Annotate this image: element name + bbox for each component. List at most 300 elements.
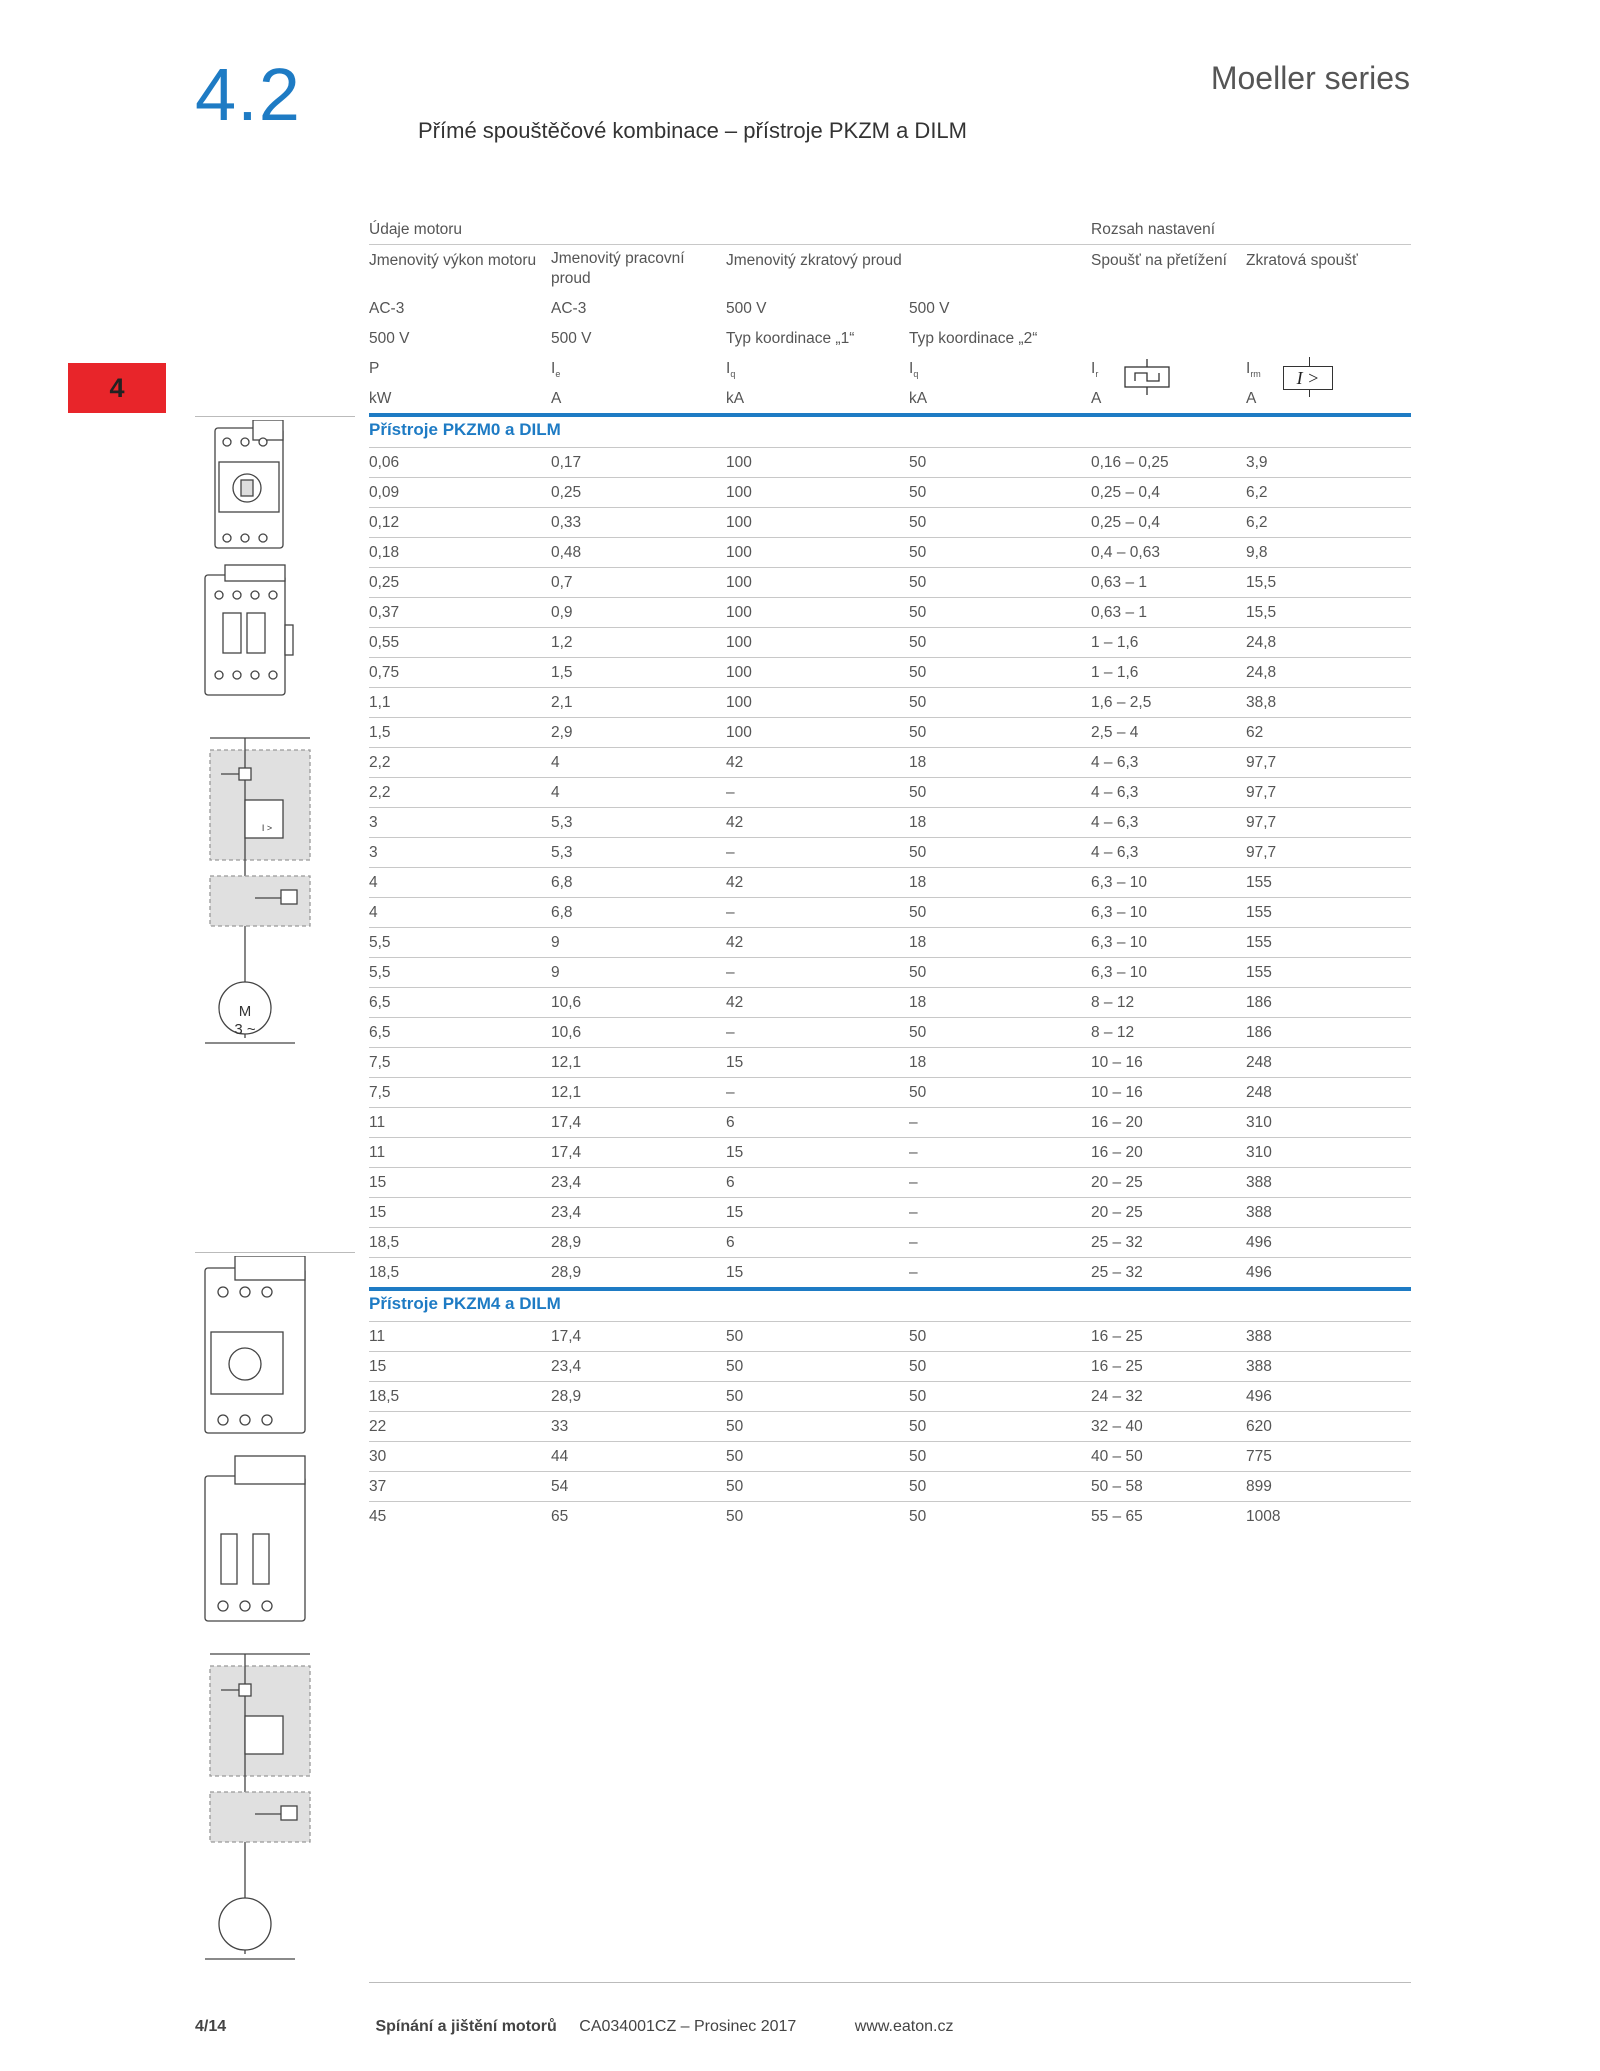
table-cell: 50 <box>909 664 927 681</box>
table-row-symbols <box>369 353 1411 388</box>
table-cell: 7,5 <box>369 1084 391 1101</box>
table-cell: 37 <box>369 1478 387 1495</box>
pkzm0-product-images <box>195 420 355 1220</box>
footer-web-link[interactable]: www.eaton.cz <box>854 2018 954 2035</box>
col-title-current: Jmenovitý pracovní proud <box>551 250 685 287</box>
table-cell: 10,6 <box>551 1024 582 1041</box>
unit-cell: kA <box>909 390 928 407</box>
pkzm4-breaker-icon <box>205 1256 305 1433</box>
unit-cell: A <box>1091 390 1102 407</box>
table-cell: 18,5 <box>369 1388 400 1405</box>
table-cell: 40 – 50 <box>1091 1448 1143 1465</box>
table-cell: 42 <box>726 754 744 771</box>
table-cell: 1008 <box>1246 1508 1281 1525</box>
table-cell: 42 <box>726 994 744 1011</box>
table-cell: 18 <box>909 814 927 831</box>
table-cell: 1,5 <box>551 664 573 681</box>
table-cell: 100 <box>726 724 752 741</box>
table-row <box>369 657 1411 687</box>
table-cell: 50 <box>909 604 927 621</box>
table-cell: – <box>909 1144 918 1161</box>
table-cell: 6,2 <box>1246 514 1268 531</box>
table-cell: 3,9 <box>1246 454 1268 471</box>
table-cell: 23,4 <box>551 1358 582 1375</box>
table-cell: 32 – 40 <box>1091 1418 1143 1435</box>
sym-base: I <box>1246 360 1251 377</box>
table-cell: 10 – 16 <box>1091 1054 1143 1071</box>
table-cell: 1 – 1,6 <box>1091 634 1139 651</box>
table-cell: 6,5 <box>369 1024 391 1041</box>
table-row <box>369 687 1411 717</box>
table-cell: 54 <box>551 1478 569 1495</box>
table-cell: 18,5 <box>369 1234 400 1251</box>
table-cell: 42 <box>726 874 744 891</box>
table-cell: 0,9 <box>551 604 573 621</box>
sym-base: I <box>1091 360 1096 377</box>
table-cell: 24,8 <box>1246 634 1277 651</box>
table-row <box>369 1351 1411 1381</box>
table-cell: 50 <box>909 574 927 591</box>
table-cell: 2,2 <box>369 754 391 771</box>
table-cell: 0,75 <box>369 664 400 681</box>
table-cell: 18 <box>909 754 927 771</box>
table-row <box>369 897 1411 927</box>
table-cell: 25 – 32 <box>1091 1264 1143 1281</box>
table-cell: 16 – 20 <box>1091 1144 1143 1161</box>
table-cell: – <box>726 1084 735 1101</box>
pkzm0-breaker-icon <box>215 420 283 548</box>
table-cell: 44 <box>551 1448 569 1465</box>
table-cell: 0,06 <box>369 454 400 471</box>
table-cell: 100 <box>726 514 752 531</box>
table-cell: 388 <box>1246 1204 1272 1221</box>
table-cell: 310 <box>1246 1114 1272 1131</box>
table-cell: 50 <box>909 694 927 711</box>
table-row <box>369 1137 1411 1167</box>
series-title: Moeller series <box>1210 60 1410 96</box>
table-cell: – <box>726 784 735 801</box>
sym-sub: rm <box>1250 369 1261 380</box>
table-cell: 97,7 <box>1246 844 1277 861</box>
table-cell: 50 <box>726 1418 744 1435</box>
table-cell: 388 <box>1246 1358 1272 1375</box>
table-cell: 6,8 <box>551 874 573 891</box>
table-row <box>369 597 1411 627</box>
sidebar-rule <box>195 416 355 417</box>
table-cell: 5,5 <box>369 934 391 951</box>
table-cell: 0,25 <box>551 484 582 501</box>
table-cell: 100 <box>726 664 752 681</box>
table-cell: 16 – 25 <box>1091 1328 1143 1345</box>
table-cell: 28,9 <box>551 1234 582 1251</box>
footer-section: Spínání a jištění motorů <box>375 2018 557 2035</box>
sidebar-rule <box>195 1252 355 1253</box>
motor-label: M <box>238 1003 252 1020</box>
table-cell: 15 <box>369 1174 387 1191</box>
table-cell: 50 <box>726 1388 744 1405</box>
volt-cell: Typ koordinace „2“ <box>909 330 1038 347</box>
section-header <box>369 1287 1411 1321</box>
sym-base: I <box>551 360 556 377</box>
table-cell: 2,5 – 4 <box>1091 724 1139 741</box>
table-cell: 2,9 <box>551 724 573 741</box>
table-cell: 9 <box>551 934 560 951</box>
table-row <box>369 537 1411 567</box>
table-cell: 50 <box>726 1328 744 1345</box>
table-cell: 33 <box>551 1418 569 1435</box>
table-cell: 0,63 – 1 <box>1091 604 1148 621</box>
table-cell: 15,5 <box>1246 574 1277 591</box>
table-row <box>369 1167 1411 1197</box>
page-subtitle: Přímé spouštěčové kombinace – přístroje PKZM a DILM <box>418 118 967 143</box>
table-cell: 248 <box>1246 1054 1272 1071</box>
sym-sub: e <box>555 369 561 380</box>
table-cell: 50 <box>909 1024 927 1041</box>
page-number: 4/14 <box>195 2018 227 2035</box>
table-cell: 2,1 <box>551 694 573 711</box>
table-group-header <box>369 214 1411 244</box>
table-cell: 6 <box>726 1114 735 1131</box>
table-cell: 1,6 – 2,5 <box>1091 694 1152 711</box>
table-cell: 50 <box>909 454 927 471</box>
pkzm4-product-images <box>195 1256 355 2056</box>
col-title-power: Jmenovitý výkon motoru <box>369 252 537 269</box>
table-row-voltage <box>369 323 1411 353</box>
table-cell: 50 <box>909 844 927 861</box>
table-cell: 155 <box>1246 964 1272 981</box>
ac-cell: 500 V <box>726 300 767 317</box>
table-cell: 28,9 <box>551 1388 582 1405</box>
table-cell: 0,48 <box>551 544 582 561</box>
table-cell: 50 <box>909 1358 927 1375</box>
dilm-contactor-large-icon <box>205 1456 305 1621</box>
table-cell: 0,09 <box>369 484 400 501</box>
table-row-ac <box>369 293 1411 323</box>
table-cell: 97,7 <box>1246 784 1277 801</box>
table-row <box>369 1411 1411 1441</box>
table-row <box>369 717 1411 747</box>
volt-cell: 500 V <box>551 330 592 347</box>
table-cell: 4 <box>551 754 560 771</box>
table-cell: 50 <box>909 634 927 651</box>
col-title-overload: Spoušť na přetížení <box>1091 252 1227 269</box>
table-sections <box>369 413 1411 1531</box>
table-cell: 2,2 <box>369 784 391 801</box>
table-cell: 15,5 <box>1246 604 1277 621</box>
table-cell: 18 <box>909 874 927 891</box>
table-cell: – <box>909 1174 918 1191</box>
page-footer <box>195 2018 1395 2036</box>
sym-cell <box>1246 360 1261 379</box>
sym-sub: q <box>730 369 736 380</box>
table-cell: 12,1 <box>551 1084 582 1101</box>
table-cell: 50 <box>726 1508 744 1525</box>
table-cell: 50 <box>909 484 927 501</box>
table-cell: 24,8 <box>1246 664 1277 681</box>
table-cell: 1,5 <box>369 724 391 741</box>
chapter-tab[interactable]: 4 <box>68 363 166 413</box>
table-cell: 0,25 – 0,4 <box>1091 514 1160 531</box>
table-cell: 65 <box>551 1508 569 1525</box>
table-cell: 50 <box>726 1448 744 1465</box>
table-row <box>369 1321 1411 1351</box>
sym-sub: r <box>1095 369 1099 380</box>
table-cell: 50 <box>909 784 927 801</box>
table-cell: 6,2 <box>1246 484 1268 501</box>
table-cell: 1,1 <box>369 694 391 711</box>
table-cell: 186 <box>1246 994 1272 1011</box>
table-cell: 15 <box>726 1144 744 1161</box>
table-cell: 310 <box>1246 1144 1272 1161</box>
table-cell: 50 <box>909 1418 927 1435</box>
table-cell: 1 – 1,6 <box>1091 664 1139 681</box>
table-cell: 15 <box>726 1204 744 1221</box>
motor-phase: 3 ~ <box>234 1021 256 1038</box>
sym-base: I <box>909 360 914 377</box>
volt-cell: 500 V <box>369 330 410 347</box>
table-cell: 0,12 <box>369 514 400 531</box>
table-cell: – <box>909 1234 918 1251</box>
shortcircuit-symbol: I > <box>1283 366 1333 390</box>
unit-cell: kA <box>726 390 745 407</box>
table-cell: 22 <box>369 1418 387 1435</box>
table-cell: 12,1 <box>551 1054 582 1071</box>
table-row <box>369 627 1411 657</box>
table-cell: 100 <box>726 454 752 471</box>
footer-doc: CA034001CZ – Prosinec 2017 <box>579 2018 797 2035</box>
group-range: Rozsah nastavení <box>1091 221 1216 238</box>
table-cell: 100 <box>726 574 752 591</box>
circuit-diagram-pkzm4 <box>205 1654 310 1959</box>
table-cell: 17,4 <box>551 1144 582 1161</box>
table-cell: 10 – 16 <box>1091 1084 1143 1101</box>
table-cell: – <box>909 1204 918 1221</box>
table-cell: 8 – 12 <box>1091 1024 1135 1041</box>
table-cell: – <box>726 904 735 921</box>
col-title-shortcircuit: Zkratová spoušť <box>1246 252 1358 269</box>
table-cell: 4 – 6,3 <box>1091 784 1139 801</box>
sym-base: P <box>369 360 380 377</box>
sym-cell <box>551 360 560 379</box>
table-cell: 28,9 <box>551 1264 582 1281</box>
table-cell: 6,3 – 10 <box>1091 904 1148 921</box>
table-row <box>369 1107 1411 1137</box>
table-cell: – <box>909 1114 918 1131</box>
table-cell: 20 – 25 <box>1091 1204 1143 1221</box>
table-cell: 50 <box>909 1328 927 1345</box>
sym-sub: q <box>913 369 919 380</box>
table-cell: 0,17 <box>551 454 582 471</box>
table-cell: 15 <box>369 1358 387 1375</box>
table-cell: 17,4 <box>551 1328 582 1345</box>
unit-cell: kW <box>369 390 392 407</box>
table-cell: 50 <box>726 1478 744 1495</box>
table-cell: 155 <box>1246 934 1272 951</box>
table-cell: 4 – 6,3 <box>1091 844 1139 861</box>
table-row <box>369 807 1411 837</box>
table-cell: – <box>909 1264 918 1281</box>
table-cell: 16 – 25 <box>1091 1358 1143 1375</box>
group-motor: Údaje motoru <box>369 221 463 238</box>
table-row <box>369 747 1411 777</box>
dilm-contactor-icon <box>205 565 293 695</box>
table-cell: 6,8 <box>551 904 573 921</box>
table-cell: – <box>726 964 735 981</box>
table-row <box>369 447 1411 477</box>
table-cell: 0,63 – 1 <box>1091 574 1148 591</box>
table-cell: 50 – 58 <box>1091 1478 1143 1495</box>
table-cell: 4 – 6,3 <box>1091 814 1139 831</box>
table-cell: 496 <box>1246 1264 1272 1281</box>
table-cell: 248 <box>1246 1084 1272 1101</box>
table-cell: 7,5 <box>369 1054 391 1071</box>
table-cell: 97,7 <box>1246 754 1277 771</box>
circuit-diagram-pkzm0 <box>205 738 310 1043</box>
table-cell: 42 <box>726 814 744 831</box>
table-cell: 9 <box>551 964 560 981</box>
table-cell: 50 <box>909 514 927 531</box>
unit-cell: A <box>1246 390 1257 407</box>
table-cell: 4 <box>369 904 378 921</box>
table-cell: 20 – 25 <box>1091 1174 1143 1191</box>
table-cell: 15 <box>726 1054 744 1071</box>
col-title-sc-current: Jmenovitý zkratový proud <box>726 252 902 269</box>
table-row <box>369 1257 1411 1287</box>
table-cell: 1,2 <box>551 634 573 651</box>
table-cell: 55 – 65 <box>1091 1508 1143 1525</box>
table-cell: 0,37 <box>369 604 400 621</box>
table-cell: 0,18 <box>369 544 400 561</box>
table-row <box>369 1381 1411 1411</box>
table-row <box>369 1471 1411 1501</box>
table-cell: 97,7 <box>1246 814 1277 831</box>
table-cell: 11 <box>369 1144 386 1161</box>
table-cell: 62 <box>1246 724 1264 741</box>
table-row <box>369 507 1411 537</box>
table-row <box>369 1017 1411 1047</box>
table-cell: 0,7 <box>551 574 573 591</box>
table-cell: 0,55 <box>369 634 400 651</box>
section-header <box>369 413 1411 447</box>
table-cell: 155 <box>1246 904 1272 921</box>
footer-rule <box>369 1982 1411 1983</box>
table-cell: 23,4 <box>551 1204 582 1221</box>
table-cell: 9,8 <box>1246 544 1268 561</box>
table-cell: 0,33 <box>551 514 582 531</box>
table-row <box>369 1047 1411 1077</box>
section-title: Přístroje PKZM0 a DILM <box>369 420 561 439</box>
sym-cell <box>369 360 379 378</box>
section-title: Přístroje PKZM4 a DILM <box>369 1294 561 1313</box>
ac-cell: AC-3 <box>551 300 587 317</box>
table-cell: 4 – 6,3 <box>1091 754 1139 771</box>
table-row <box>369 567 1411 597</box>
table-row <box>369 957 1411 987</box>
table-cell: 50 <box>909 1448 927 1465</box>
chapter-number: 4.2 <box>195 53 301 136</box>
table-row <box>369 477 1411 507</box>
table-cell: 0,25 <box>369 574 400 591</box>
sym-cell <box>726 360 735 379</box>
table-cell: 10,6 <box>551 994 582 1011</box>
table-cell: 18,5 <box>369 1264 400 1281</box>
table-row <box>369 1441 1411 1471</box>
unit-cell: A <box>551 390 562 407</box>
table-cell: 775 <box>1246 1448 1272 1465</box>
table-cell: 11 <box>369 1328 386 1345</box>
table-row <box>369 987 1411 1017</box>
table-row <box>369 927 1411 957</box>
table-cell: 18 <box>909 994 927 1011</box>
table-row <box>369 1227 1411 1257</box>
table-cell: 45 <box>369 1508 387 1525</box>
table-cell: 50 <box>909 964 927 981</box>
table-cell: 0,4 – 0,63 <box>1091 544 1160 561</box>
table-cell: 6,3 – 10 <box>1091 934 1148 951</box>
table-cell: 899 <box>1246 1478 1272 1495</box>
sym-base: I <box>726 360 731 377</box>
table-cell: 100 <box>726 604 752 621</box>
table-cell: 4 <box>369 874 378 891</box>
table-cell: 16 – 20 <box>1091 1114 1143 1131</box>
table-cell: – <box>726 1024 735 1041</box>
table-cell: 50 <box>909 544 927 561</box>
table-row <box>369 1197 1411 1227</box>
table-cell: 18 <box>909 1054 927 1071</box>
table-cell: 50 <box>909 1084 927 1101</box>
table-cell: 496 <box>1246 1234 1272 1251</box>
table-cell: 38,8 <box>1246 694 1277 711</box>
table-cell: 100 <box>726 544 752 561</box>
table-col-titles <box>369 244 1411 293</box>
volt-cell: Typ koordinace „1“ <box>726 330 855 347</box>
table-cell: 6,3 – 10 <box>1091 964 1148 981</box>
sym-cell <box>909 360 918 379</box>
table-cell: 5,3 <box>551 814 573 831</box>
table-cell: 388 <box>1246 1328 1272 1345</box>
table-cell: 50 <box>909 1508 927 1525</box>
table-cell: 11 <box>369 1114 386 1131</box>
table-cell: 17,4 <box>551 1114 582 1131</box>
table-cell: 50 <box>726 1358 744 1375</box>
table-cell: 0,25 – 0,4 <box>1091 484 1160 501</box>
table-cell: 100 <box>726 634 752 651</box>
sc-trip-label: I > <box>261 823 273 833</box>
table-cell: 155 <box>1246 874 1272 891</box>
table-cell: 23,4 <box>551 1174 582 1191</box>
table-row <box>369 1501 1411 1531</box>
table-cell: 25 – 32 <box>1091 1234 1143 1251</box>
table-cell: 3 <box>369 844 378 861</box>
table-cell: 6 <box>726 1234 735 1251</box>
table-cell: 50 <box>909 724 927 741</box>
table-row <box>369 1077 1411 1107</box>
table-cell: 15 <box>369 1204 387 1221</box>
ac-cell: 500 V <box>909 300 950 317</box>
table-cell: 5,5 <box>369 964 391 981</box>
table-cell: 6,3 – 10 <box>1091 874 1148 891</box>
table-cell: 4 <box>551 784 560 801</box>
table-cell: 6 <box>726 1174 735 1191</box>
table-cell: 496 <box>1246 1388 1272 1405</box>
table-cell: 50 <box>909 904 927 921</box>
table-cell: 42 <box>726 934 744 951</box>
sym-cell <box>1091 360 1098 379</box>
table-cell: 186 <box>1246 1024 1272 1041</box>
table-cell: 50 <box>909 1388 927 1405</box>
table-cell: 620 <box>1246 1418 1272 1435</box>
table-row-units <box>369 383 1411 413</box>
